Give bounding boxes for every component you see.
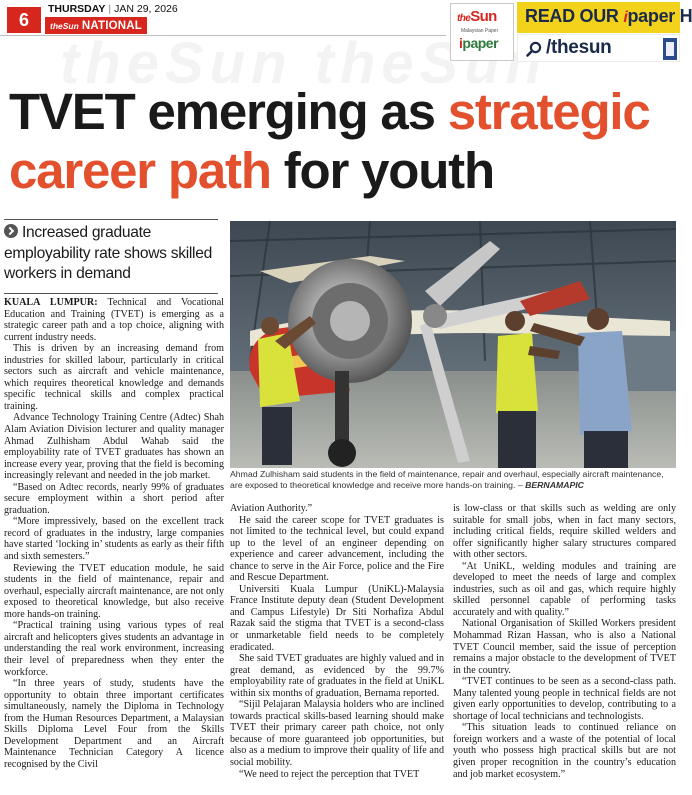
- article-paragraph: She said TVET graduates are highly valued and in great demand, as evidenced by the 99.7% employability rate of graduates in the field at UniKL within six months of graduation, Bernama reported.: [230, 653, 444, 699]
- article-paragraph: “In three years of study, students have the opportunity to obtain three important certificates simultaneously, namely the Diploma in Technology from the Human Resources Department, a Malaysian Skills Diploma Level Four from the Skills Development Department and an Aircraft Maintenance Technician Category A licence recognised by the Civil: [4, 678, 224, 770]
- page-number-badge: 6: [7, 7, 41, 33]
- article-paragraph: “TVET continues to be seen as a second-class path. Many talented young people in technical fields are not given early opportunities to develop, contributing to a shortage of local technicians and technologists.: [453, 676, 676, 722]
- article-column-1: [4, 297, 224, 770]
- article-dateline: KUALA LUMPUR:: [4, 297, 98, 308]
- article-paragraph: “Practical training using various types of real aircraft and helicopters gives students an advantage in understanding the real work environment, increasing their level of preparedness when they enter the workforce.: [4, 620, 224, 678]
- issue-date: JAN 29, 2026: [114, 3, 178, 15]
- dateline-separator: |: [108, 3, 112, 15]
- social-handle[interactable]: /thesun: [546, 37, 612, 58]
- logo-tagline: Malaysian Paper: [461, 28, 499, 34]
- header-rule: [0, 35, 446, 36]
- caption-text: Ahmad Zulhisham said students in the field of maintenance, repair and overhaul, especially aircraft maintenance, are exposed to theoretical knowledge and receive more hands-on training. –: [230, 469, 664, 491]
- article-paragraph: This is driven by an increasing demand from industries for skilled labour, particularly in critical sectors such as aircraft and vehicle maintenance, which requires theoretical knowledge and demands specific technical skills and complex practical training.: [4, 343, 224, 412]
- photo-caption: [230, 469, 676, 491]
- article-column-2: [230, 503, 444, 780]
- section-name: NATIONAL: [81, 19, 142, 32]
- social-icon[interactable]: [663, 38, 677, 60]
- article-paragraph: Aviation Authority.”: [230, 503, 313, 514]
- headline-part-1: TVET emerging as: [9, 83, 448, 140]
- article-paragraph: is low-class or that skills such as welding are only suitable for small jobs, when in fact many sectors, including critical fields, require skilled welders and offer significantly higher salary structures compared with other sectors.: [453, 503, 676, 561]
- headline-accent-1: strategic: [447, 83, 650, 140]
- article-photo: [230, 221, 676, 468]
- thesun-ipaper-logo: [450, 3, 514, 61]
- article-paragraph: Advance Technology Training Centre (Adtec) Shah Alam Aviation Division lecturer and quality manager Ahmad Zulhisham Abdul Wahab said the employability rate of TVET graduates has shown an increase every year, proving that the field is becoming increasingly relevant and needed in the job market.: [4, 412, 224, 482]
- article-paragraph: “We need to reject the perception that TVET: [239, 768, 420, 780]
- headline-part-2: for youth: [270, 142, 494, 199]
- paragraph-text: Technical and Vocational Education and Training (TVET) is emerging as a strategic career path and a top choice, aligning with current industry needs.: [4, 297, 224, 343]
- read-paper-text: paper H: [627, 6, 692, 26]
- logo-paper: paper: [462, 35, 499, 51]
- issue-day: THURSDAY: [48, 3, 106, 15]
- article-paragraph: National Organisation of Skilled Workers president Mohammad Rizan Hassan, who is also a National TVET Council member, said the issue of perception remains a major obstacle to the development of TVET in the country.: [453, 618, 676, 676]
- section-label: [45, 17, 147, 34]
- article-paragraph: He said the career scope for TVET graduates is not limited to the technical level, but could expand up to the level of an engineer depending on experience and career advancement, including the chance to serve in the Air Force, police and the Fire and Rescue Department.: [230, 514, 444, 584]
- logo-i: i: [459, 35, 463, 51]
- read-our-text: READ OUR: [525, 6, 624, 26]
- hangar-scene-image: [230, 221, 676, 468]
- deck-rule-bottom: [4, 293, 218, 294]
- article-paragraph: Universiti Kuala Lumpur (UniKL)-Malaysia France Institute deputy dean (Student Development and Campus Lifestyle) Dr Siti Norhafiza Abdul Razak said the stigma that TVET is a second-class or unmarketable field needs to be completely eradicated.: [230, 583, 444, 653]
- issue-dateline: [48, 3, 178, 15]
- search-icon: [526, 41, 542, 57]
- article-paragraph: “More impressively, based on the excellent track record of graduates in the industry, large companies have started ‘locking in’ students as early as their fifth and sixth semesters.”: [4, 516, 224, 563]
- logo-the: the: [457, 13, 471, 24]
- article-headline: [9, 82, 674, 200]
- deck-rule-top: [4, 219, 218, 220]
- ipaper-promo[interactable]: [446, 0, 692, 66]
- article-paragraph: Reviewing the TVET education module, he said students in the field of maintenance, repair and overhaul, especially aircraft maintenance, are not only exposed to theoretical knowledge, but also receive more hands-on training.: [4, 562, 224, 620]
- logo-sun: Sun: [470, 8, 497, 25]
- section-brand: theSun: [50, 20, 79, 31]
- read-i-text: i: [623, 9, 628, 26]
- article-paragraph: “Sijil Pelajaran Malaysia holders who are inclined towards practical skills-based learning should make TVET their primary career path choice, not only because of more guaranteed job opportunities, but also as a medium to improve their quality of life and social mobility.: [230, 699, 444, 769]
- article-paragraph: “At UniKL, welding modules and training are developed to meet the needs of large and complex industries, such as oil and gas, which require highly skilled personnel capable of performing tasks accurately and with quality.”: [453, 560, 676, 618]
- article-paragraph: “Based on Adtec records, nearly 99% of graduates secure employment within a short period after graduation.: [4, 481, 224, 516]
- deck-text: Increased graduate employability rate shows skilled workers in demand: [4, 224, 212, 282]
- article-paragraph: “This situation leads to continued reliance on foreign workers and a waste of the potential of local youth who possess high practical skills but are not given proper recognition in the country’s education and job market ecosystem.”: [453, 722, 676, 780]
- photo-credit: BERNAMAPIC: [525, 480, 584, 491]
- read-ipaper-banner[interactable]: [517, 2, 692, 33]
- social-handle-bar[interactable]: [517, 34, 680, 62]
- chevron-right-icon: [4, 224, 18, 238]
- article-deck: [4, 223, 218, 285]
- article-column-3: [453, 503, 676, 780]
- headline-accent-2: career path: [9, 142, 271, 199]
- article-paragraph: [4, 297, 224, 343]
